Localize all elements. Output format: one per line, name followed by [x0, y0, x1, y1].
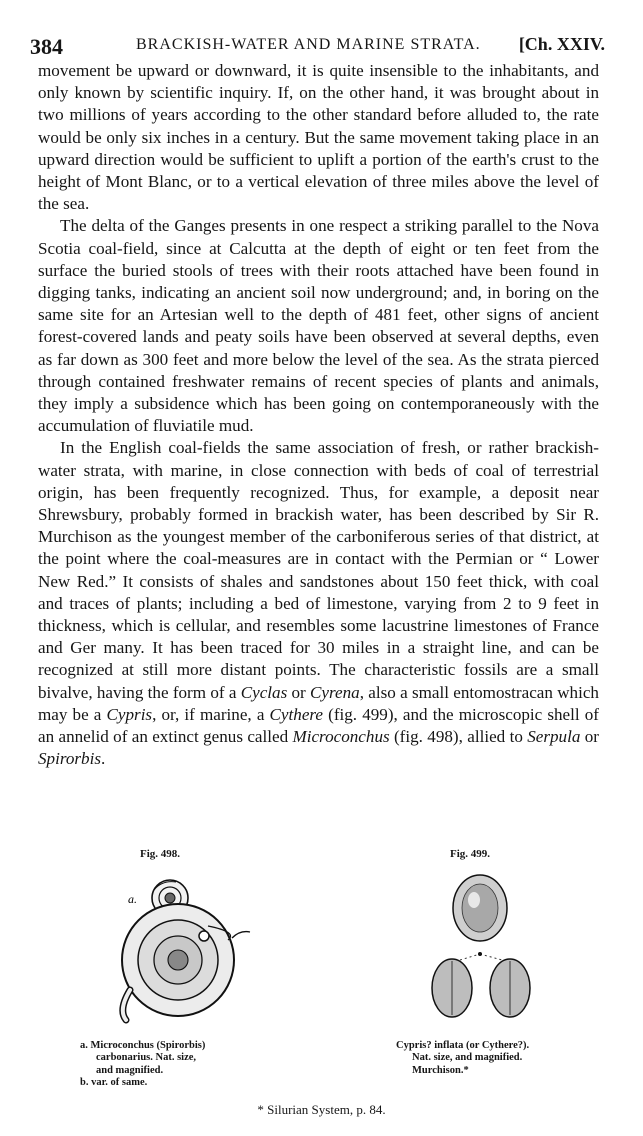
figure-499-illustration — [410, 860, 550, 1035]
taxon-name: Cyclas — [240, 682, 288, 702]
text-run: . — [101, 749, 106, 769]
taxon-name: Cyrena — [310, 682, 360, 702]
text-run: , or, if marine, a — [152, 704, 270, 724]
figure-499-title: Fig. 499. — [450, 848, 491, 860]
paragraph: movement be upward or downward, it is quite insensible to the inhabitants, and only known by scientific inquiry. If, on the other hand, it was brought about in two millions of years according to the other standard before alluded to, the rate would be only six inches in a century. But the same movement taking place in an upward direction would be sufficient to uplift a portion of the earth's crust to the height of Mont Blanc, or to a vertical elevation of three miles above the level of the sea. — [38, 61, 599, 214]
ostracod-valve-right — [490, 959, 530, 1017]
dotted-connector — [460, 952, 502, 960]
figure-498-caption — [80, 1040, 270, 1090]
caption-line: a. Microconchus (Spirorbis) — [80, 1040, 206, 1051]
footnote: * Silurian System, p. 84. — [257, 1102, 386, 1117]
taxon-name: Cythere — [269, 704, 324, 724]
text-run: or — [580, 727, 599, 747]
running-head: BRACKISH-WATER AND MARINE STRATA. — [136, 36, 481, 53]
figure-498-illustration — [100, 860, 280, 1025]
text-run: (fig. 499), and the microscopic shell of an annelid of an extinct genus called — [38, 704, 599, 747]
text-run: , also a small entomostracan which may be a — [38, 682, 599, 724]
text-run: (fig. 498), allied to — [389, 727, 528, 747]
magnified-spiral-shell — [122, 904, 234, 1020]
ostracod-valve-large — [453, 875, 507, 941]
body-text — [38, 60, 599, 771]
figure-499-caption — [396, 1040, 596, 1077]
page-header — [30, 30, 605, 60]
taxon-name: Cypris — [106, 704, 153, 724]
figure-label-a: a. — [128, 892, 137, 906]
caption-line: Cypris? inflata (or Cythere?). — [396, 1040, 530, 1051]
figure-498-title: Fig. 498. — [140, 848, 181, 860]
caption-line: carbonarius. Nat. size, — [96, 1052, 197, 1064]
taxon-name: Spirorbis — [38, 749, 102, 769]
text-run: In the English coal-fields the same association of fresh, or rather brackish-water strata, with marine, in close connection with beds of coal of terrestrial origin, has been frequently recognized. Thus, for example, a deposit near Shrewsbury, probably formed in brackish water, has been described by Sir R. Murchison as the youngest member of the carboniferous series of that district, at the point where the coal-measures are in contact with the Permian or “ Lower New Red.” It consists of shales and sandstones about 150 feet thick, with coal and traces of plants; including a bed of limestone, varying from 2 to 9 feet in thickness, which is cellular, and resembles some lacustrine limestones of France and Ger many. It has been traced for 30 miles in a straight line, and can be recognized at still more distant points. The characteristic fossils are a small bivalve, having the form of a — [38, 438, 599, 702]
taxon-name: Serpula — [527, 727, 581, 747]
caption-line: Nat. size, and magnified. — [412, 1052, 523, 1064]
page-number: 384 — [30, 34, 63, 59]
ostracod-valve-left — [432, 959, 472, 1017]
paragraph — [38, 437, 599, 770]
text-run: or — [287, 682, 311, 702]
taxon-name: Microconchus — [292, 727, 390, 747]
paragraph: The delta of the Ganges presents in one respect a striking parallel to the Nova Scotia coal-field, since at Calcutta at the depth of eight or ten feet from the surface the buried stools of trees with their roots attached have been found in digging tanks, indicating an ancient soil now underground; and, in boring on the same site for an Artesian well to the depth of 481 feet, other signs of ancient forest-covered lands and peaty soils have been observed at several depths, even as far down as 300 feet and more below the level of the sea. As the strata pierced through contained freshwater remains of recent species of plants and animals, they imply a subsidence which has been going on contemporaneously with the accumulation of fluviatile mud. — [38, 216, 599, 436]
chapter-label: [Ch. XXIV. — [518, 34, 605, 54]
caption-line: Murchison.* — [412, 1064, 469, 1076]
caption-line: b. var. of same. — [80, 1077, 148, 1089]
caption-line: and magnified. — [96, 1064, 164, 1076]
